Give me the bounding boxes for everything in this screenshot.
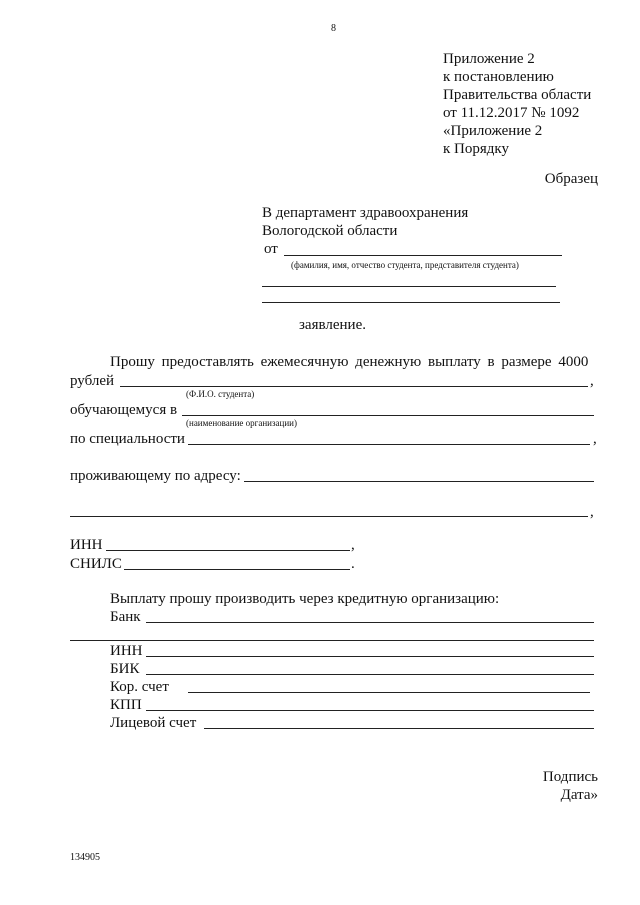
studying-label: обучающемуся в	[70, 402, 178, 418]
bank-kpp-line[interactable]	[146, 710, 594, 711]
addressee-line-2: Вологодской области	[262, 223, 398, 239]
appendix-line-3: Правительства области	[443, 87, 592, 103]
inn-comma: ,	[351, 537, 355, 553]
rubles-label: рублей	[70, 373, 115, 389]
bank-line[interactable]	[146, 622, 594, 623]
address-label: проживающему по адресу:	[70, 468, 241, 484]
inn-label: ИНН	[70, 537, 103, 553]
address-comma: ,	[590, 504, 594, 520]
address-line-2[interactable]	[70, 516, 588, 517]
bank-inn-label: ИНН	[110, 643, 143, 659]
addressee-line-1: В департамент здравоохранения	[262, 205, 469, 221]
from-extra-line-2[interactable]	[262, 302, 560, 303]
address-line-1[interactable]	[244, 481, 594, 482]
request-text: Прошу предоставлять ежемесячную денежную выплату в размере 4000	[110, 354, 589, 370]
from-field-line[interactable]	[284, 255, 562, 256]
bank-inn-line[interactable]	[146, 656, 594, 657]
student-hint: (Ф.И.О. студента)	[186, 389, 255, 399]
from-hint: (фамилия, имя, отчество студента, представителя студента)	[291, 260, 519, 270]
organization-hint: (наименование организации)	[186, 418, 297, 428]
rubles-comma: ,	[590, 373, 594, 389]
date-label: Дата»	[560, 787, 598, 803]
bank-bik-label: БИК	[110, 661, 140, 677]
student-name-line[interactable]	[120, 386, 588, 387]
bank-label: Банк	[110, 609, 141, 625]
bank-corr-account-label: Кор. счет	[110, 679, 169, 695]
appendix-line-1: Приложение 2	[443, 51, 535, 67]
snils-period: .	[351, 556, 355, 572]
bank-extra-line[interactable]	[70, 640, 594, 641]
appendix-line-5: «Приложение 2	[443, 123, 543, 139]
specialty-label: по специальности	[70, 431, 185, 447]
bank-bik-line[interactable]	[146, 674, 594, 675]
from-extra-line-1[interactable]	[262, 286, 556, 287]
snils-label: СНИЛС	[70, 556, 122, 572]
inn-line[interactable]	[106, 550, 350, 551]
bank-account-label: Лицевой счет	[110, 715, 197, 731]
sample-label: Образец	[544, 171, 598, 187]
from-label: от	[264, 241, 278, 257]
specialty-comma: ,	[593, 431, 597, 447]
footer-code: 134905	[70, 852, 100, 863]
appendix-line-4: от 11.12.2017 № 1092	[443, 105, 580, 121]
bank-intro: Выплату прошу производить через кредитную организацию:	[110, 591, 500, 607]
bank-corr-account-line[interactable]	[188, 692, 590, 693]
specialty-line[interactable]	[188, 444, 590, 445]
appendix-line-2: к постановлению	[443, 69, 554, 85]
bank-account-line[interactable]	[204, 728, 594, 729]
organization-line[interactable]	[182, 415, 594, 416]
document-title: заявление.	[299, 317, 366, 333]
page-number: 8	[331, 23, 336, 34]
appendix-line-6: к Порядку	[443, 141, 509, 157]
signature-label: Подпись	[542, 769, 598, 785]
bank-kpp-label: КПП	[110, 697, 142, 713]
snils-line[interactable]	[124, 569, 350, 570]
